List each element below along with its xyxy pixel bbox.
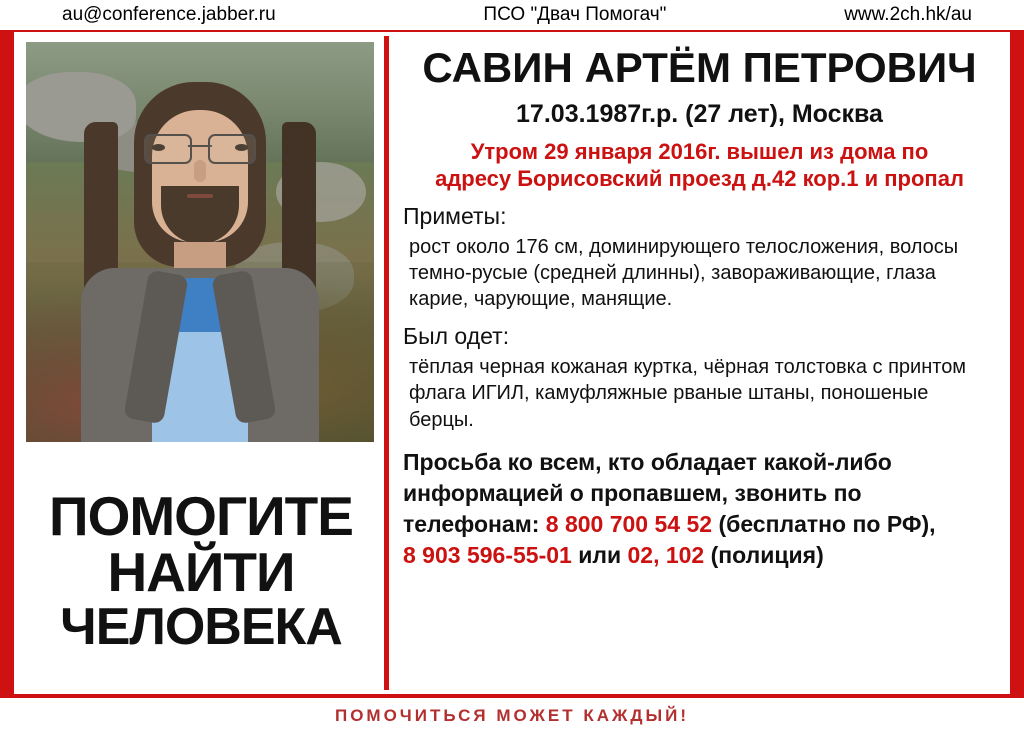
help-line-3: ЧЕЛОВЕКА bbox=[60, 597, 342, 656]
poster-body bbox=[14, 32, 1010, 694]
poster-footer bbox=[0, 698, 1024, 734]
person-glasses bbox=[144, 134, 256, 160]
phone-number-secondary: 8 903 596-55-01 bbox=[403, 542, 572, 569]
clothes-title: Был одет: bbox=[403, 322, 510, 349]
help-find-banner bbox=[26, 454, 376, 688]
header-website: www.2ch.hk/au bbox=[844, 4, 972, 25]
glasses-lens-left bbox=[144, 134, 192, 164]
glasses-lens-right bbox=[208, 134, 256, 164]
clothes-body: тёплая черная кожаная куртка, чёрная толстовка с принтом флага ИГИЛ, камуфляжные рваные штаны, поношеные берцы. bbox=[409, 355, 967, 431]
appeal-line-4 bbox=[403, 540, 996, 571]
appeal-line-2: информацией о пропавшем, звонить по bbox=[403, 480, 862, 507]
appeal-free-note: (бесплатно по РФ), bbox=[712, 511, 936, 538]
appeal-or: или bbox=[571, 542, 628, 569]
signs-title: Приметы: bbox=[403, 202, 507, 229]
alert-line-1: Утром 29 января 2016г. вышел из дома по bbox=[470, 139, 929, 164]
person-birth-info: 17.03.1987г.р. (27 лет), Москва bbox=[516, 100, 883, 128]
phone-number-police: 02, 102 bbox=[627, 542, 705, 569]
photo-person bbox=[80, 82, 320, 442]
person-full-name: САВИН АРТЁМ ПЕТРОВИЧ bbox=[422, 44, 977, 91]
header-organization: ПСО "Двач Помогач" bbox=[483, 4, 667, 25]
help-line-2: НАЙТИ bbox=[107, 541, 295, 604]
disappearance-alert bbox=[403, 139, 996, 193]
poster-header bbox=[0, 0, 1024, 30]
person-nose bbox=[194, 160, 206, 182]
missing-person-photo bbox=[26, 42, 374, 442]
phone-number-primary: 8 800 700 54 52 bbox=[545, 511, 713, 538]
appeal-phones-label: телефонам: bbox=[403, 511, 546, 538]
appeal-line-3 bbox=[403, 509, 996, 540]
alert-line-2: адресу Борисовский проезд д.42 кор.1 и пропал bbox=[435, 165, 964, 191]
header-jabber-contact: au@conference.jabber.ru bbox=[62, 4, 276, 25]
poster-right-column bbox=[389, 32, 1010, 694]
appeal-police-note: (полиция) bbox=[704, 542, 824, 569]
contact-appeal bbox=[403, 447, 996, 571]
signs-body: рост около 176 см, доминирующего телосложения, волосы темно-русые (средней длинны), завораживающие, глаза карие, чарующие, манящие. bbox=[409, 235, 959, 311]
help-line-1: ПОМОГИТЕ bbox=[49, 485, 353, 548]
appeal-line-1: Просьба ко всем, кто обладает какой-либо bbox=[403, 449, 892, 475]
footer-slogan: ПОМОЧИТЬСЯ МОЖЕТ КАЖДЫЙ! bbox=[334, 706, 689, 725]
person-mouth bbox=[187, 194, 213, 198]
poster-left-column bbox=[14, 32, 384, 694]
